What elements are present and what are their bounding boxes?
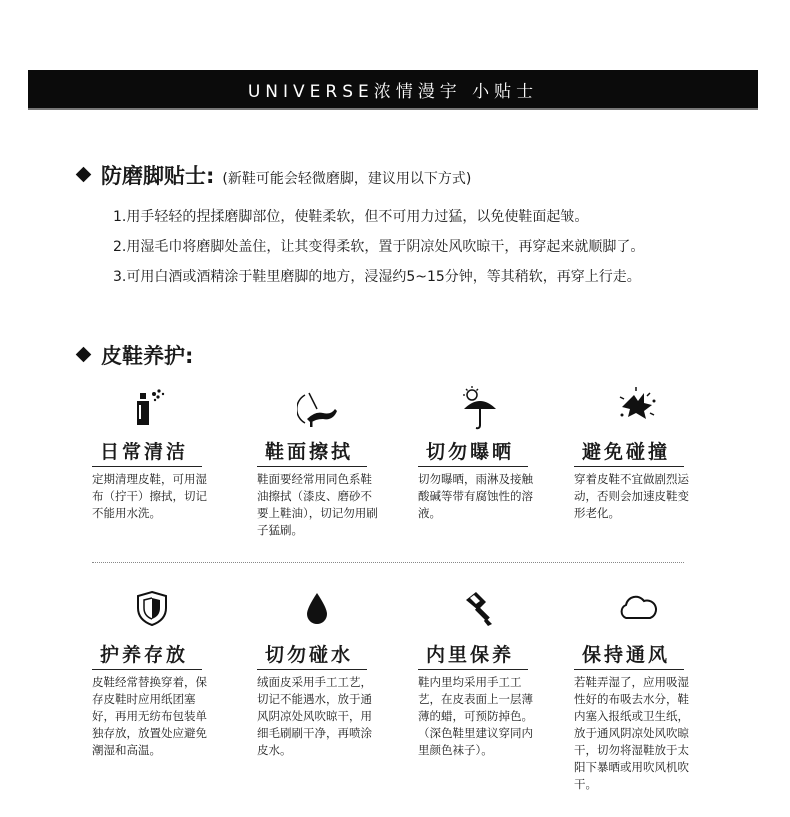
tip-item: 2.用湿毛巾将磨脚处盖住，让其变得柔软，置于阴凉处风吹晾干，再穿起来就顺脚了。	[113, 239, 645, 255]
high-heel-icon	[297, 385, 341, 429]
diamond-bullet-icon	[76, 347, 92, 363]
care-card	[92, 588, 232, 798]
care-card-title: 内里保养	[426, 644, 515, 666]
care-card	[257, 588, 397, 798]
care-card-desc: 若鞋弄湿了，应用吸湿性好的布吸去水分，鞋内塞入报纸或卫生纸，放于通风阴凉处风吹晾干，切勿将湿鞋放于太阳下暴晒或用吹风机吹干。	[574, 675, 689, 791]
shield-icon	[132, 588, 172, 628]
sun-umbrella-icon	[458, 385, 502, 431]
care-card-title: 日常清洁	[100, 441, 189, 463]
spray-bottle-icon	[132, 385, 172, 429]
section-leather-care	[78, 340, 193, 370]
care-card-title: 切勿曝晒	[426, 441, 515, 463]
care-card-desc: 鞋面要经常用同色系鞋油擦拭（漆皮、磨砂不要上鞋油），切记勿用刷子猛刷。	[257, 472, 378, 537]
tip-item: 1.用手轻轻的捏揉磨脚部位，使鞋柔软，但不可用力过猛，以免使鞋面起皱。	[113, 209, 589, 225]
care-card-desc: 切勿曝晒，雨淋及接触酸碱等带有腐蚀性的溶液。	[418, 472, 533, 520]
care-card	[574, 385, 714, 545]
care-card	[92, 385, 232, 545]
care-card-desc: 定期清理皮鞋，可用湿布（拧干）擦拭，切记不能用水洗。	[92, 472, 207, 520]
header-title: UNIVERSE浓情漫宇 小贴士	[247, 82, 539, 102]
care-card	[574, 588, 714, 798]
divider	[92, 562, 684, 563]
section-title: 皮鞋养护:	[101, 344, 194, 368]
care-card-title: 保持通风	[582, 644, 671, 666]
header-banner	[28, 70, 758, 110]
care-card-title: 避免碰撞	[582, 441, 671, 463]
care-card	[418, 588, 558, 798]
care-card-desc: 穿着皮鞋不宜做剧烈运动，否则会加速皮鞋变形老化。	[574, 472, 689, 520]
care-card-desc: 皮鞋经常替换穿着，保存皮鞋时应用纸团塞好，再用无纺布包装单独存放，放置处应避免潮湿和高温。	[92, 675, 207, 757]
care-card-title: 切勿碰水	[265, 644, 354, 666]
care-card	[418, 385, 558, 545]
care-card-title: 护养存放	[100, 644, 189, 666]
paint-brush-icon	[458, 588, 498, 628]
cloud-icon	[614, 588, 660, 628]
section-anti-rub	[78, 160, 471, 190]
care-card-title: 鞋面擦拭	[265, 441, 354, 463]
tip-item: 3.可用白酒或酒精涂于鞋里磨脚的地方，浸湿约5~15分钟，等其稍软，再穿上行走。	[113, 269, 641, 285]
section-note: (新鞋可能会轻微磨脚，建议用以下方式)	[222, 171, 472, 187]
impact-icon	[614, 385, 660, 429]
diamond-bullet-icon	[76, 167, 92, 183]
care-card	[257, 385, 397, 545]
water-drop-icon	[297, 588, 337, 628]
section-title: 防磨脚贴士:	[101, 164, 215, 188]
care-card-desc: 绒面皮采用手工工艺，切记不能遇水，放于通风阴凉处风吹晾干，用细毛刷刷干净，再喷涂皮水。	[257, 675, 372, 757]
care-card-desc: 鞋内里均采用手工工艺，在皮表面上一层薄薄的蜡，可预防掉色。（深色鞋里建议穿同内里颜色袜子）。	[418, 675, 533, 757]
